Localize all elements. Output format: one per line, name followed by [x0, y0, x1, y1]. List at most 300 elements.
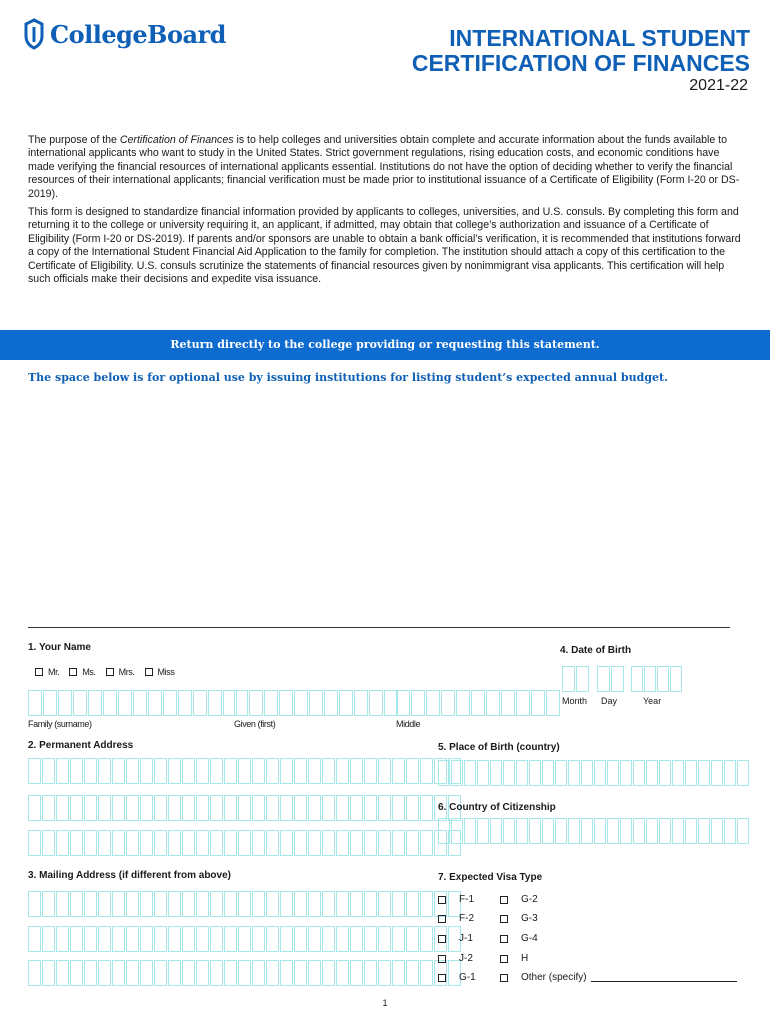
character-box[interactable] — [646, 818, 658, 844]
character-box[interactable] — [210, 830, 223, 856]
character-box[interactable] — [98, 891, 111, 917]
character-box[interactable] — [56, 795, 69, 821]
character-box[interactable] — [98, 758, 111, 784]
character-box[interactable] — [392, 891, 405, 917]
character-box[interactable] — [70, 891, 83, 917]
character-box[interactable] — [516, 690, 530, 716]
citizenship-input[interactable] — [438, 818, 750, 844]
character-box[interactable] — [581, 818, 593, 844]
character-box[interactable] — [594, 760, 606, 786]
character-box[interactable] — [350, 830, 363, 856]
character-box[interactable] — [672, 818, 684, 844]
character-box[interactable] — [594, 818, 606, 844]
character-box[interactable] — [252, 960, 265, 986]
character-box[interactable] — [456, 690, 470, 716]
character-box[interactable] — [477, 760, 489, 786]
character-box[interactable] — [350, 960, 363, 986]
visa-other-specify-line[interactable] — [591, 973, 737, 982]
character-box[interactable] — [364, 758, 377, 784]
character-box[interactable] — [43, 690, 57, 716]
character-box[interactable] — [620, 760, 632, 786]
character-box[interactable] — [308, 758, 321, 784]
checkbox-icon[interactable] — [500, 896, 508, 904]
character-box[interactable] — [420, 891, 433, 917]
character-box[interactable] — [70, 926, 83, 952]
character-box[interactable] — [196, 960, 209, 986]
character-box[interactable] — [98, 960, 111, 986]
character-box[interactable] — [42, 891, 55, 917]
character-box[interactable] — [224, 795, 237, 821]
middle-name-input[interactable] — [396, 690, 561, 716]
character-box[interactable] — [670, 666, 682, 692]
character-box[interactable] — [154, 926, 167, 952]
character-box[interactable] — [168, 926, 181, 952]
character-box[interactable] — [126, 830, 139, 856]
character-box[interactable] — [266, 830, 279, 856]
character-box[interactable] — [42, 795, 55, 821]
character-box[interactable] — [112, 758, 125, 784]
character-box[interactable] — [308, 830, 321, 856]
character-box[interactable] — [266, 891, 279, 917]
character-box[interactable] — [154, 758, 167, 784]
character-box[interactable] — [196, 891, 209, 917]
character-box[interactable] — [490, 760, 502, 786]
character-box[interactable] — [555, 818, 567, 844]
character-box[interactable] — [322, 891, 335, 917]
character-box[interactable] — [84, 891, 97, 917]
character-box[interactable] — [178, 690, 192, 716]
character-box[interactable] — [210, 758, 223, 784]
character-box[interactable] — [378, 960, 391, 986]
visa-option-g1[interactable] — [438, 972, 476, 983]
character-box[interactable] — [42, 830, 55, 856]
character-box[interactable] — [406, 960, 419, 986]
character-box[interactable] — [420, 926, 433, 952]
character-box[interactable] — [154, 960, 167, 986]
character-box[interactable] — [378, 795, 391, 821]
character-box[interactable] — [56, 830, 69, 856]
character-box[interactable] — [224, 891, 237, 917]
permanent-address-line-1[interactable] — [28, 758, 462, 784]
character-box[interactable] — [210, 926, 223, 952]
checkbox-icon[interactable] — [500, 974, 508, 982]
character-box[interactable] — [396, 690, 410, 716]
character-box[interactable] — [471, 690, 485, 716]
character-box[interactable] — [84, 758, 97, 784]
character-box[interactable] — [685, 818, 697, 844]
character-box[interactable] — [711, 818, 723, 844]
character-box[interactable] — [336, 830, 349, 856]
character-box[interactable] — [339, 690, 353, 716]
checkbox-icon[interactable] — [35, 668, 43, 676]
given-name-input[interactable] — [234, 690, 399, 716]
character-box[interactable] — [438, 818, 450, 844]
character-box[interactable] — [154, 795, 167, 821]
character-box[interactable] — [238, 795, 251, 821]
character-box[interactable] — [28, 758, 41, 784]
character-box[interactable] — [210, 960, 223, 986]
character-box[interactable] — [126, 960, 139, 986]
character-box[interactable] — [98, 830, 111, 856]
character-box[interactable] — [252, 830, 265, 856]
character-box[interactable] — [70, 795, 83, 821]
character-box[interactable] — [224, 830, 237, 856]
checkbox-icon[interactable] — [145, 668, 153, 676]
character-box[interactable] — [88, 690, 102, 716]
character-box[interactable] — [126, 891, 139, 917]
character-box[interactable] — [238, 830, 251, 856]
character-box[interactable] — [503, 760, 515, 786]
character-box[interactable] — [84, 926, 97, 952]
dob-day-input[interactable] — [597, 666, 625, 692]
character-box[interactable] — [659, 760, 671, 786]
character-box[interactable] — [238, 891, 251, 917]
character-box[interactable] — [148, 690, 162, 716]
character-box[interactable] — [406, 926, 419, 952]
character-box[interactable] — [140, 926, 153, 952]
character-box[interactable] — [672, 760, 684, 786]
character-box[interactable] — [737, 818, 749, 844]
character-box[interactable] — [451, 760, 463, 786]
character-box[interactable] — [392, 758, 405, 784]
character-box[interactable] — [698, 760, 710, 786]
character-box[interactable] — [208, 690, 222, 716]
character-box[interactable] — [644, 666, 656, 692]
character-box[interactable] — [126, 926, 139, 952]
character-box[interactable] — [529, 760, 541, 786]
character-box[interactable] — [279, 690, 293, 716]
character-box[interactable] — [112, 795, 125, 821]
character-box[interactable] — [659, 818, 671, 844]
character-box[interactable] — [529, 818, 541, 844]
character-box[interactable] — [234, 690, 248, 716]
visa-option-g2[interactable] — [500, 894, 538, 905]
character-box[interactable] — [392, 960, 405, 986]
character-box[interactable] — [224, 758, 237, 784]
character-box[interactable] — [501, 690, 515, 716]
character-box[interactable] — [426, 690, 440, 716]
character-box[interactable] — [140, 891, 153, 917]
character-box[interactable] — [420, 960, 433, 986]
checkbox-icon[interactable] — [500, 935, 508, 943]
character-box[interactable] — [308, 926, 321, 952]
character-box[interactable] — [70, 960, 83, 986]
character-box[interactable] — [42, 960, 55, 986]
character-box[interactable] — [28, 795, 41, 821]
character-box[interactable] — [597, 666, 610, 692]
character-box[interactable] — [364, 891, 377, 917]
character-box[interactable] — [324, 690, 338, 716]
character-box[interactable] — [58, 690, 72, 716]
character-box[interactable] — [546, 690, 560, 716]
mailing-address-line-3[interactable] — [28, 960, 462, 986]
character-box[interactable] — [28, 690, 42, 716]
character-box[interactable] — [28, 926, 41, 952]
character-box[interactable] — [168, 891, 181, 917]
character-box[interactable] — [168, 830, 181, 856]
character-box[interactable] — [252, 795, 265, 821]
character-box[interactable] — [350, 926, 363, 952]
character-box[interactable] — [503, 818, 515, 844]
character-box[interactable] — [56, 926, 69, 952]
character-box[interactable] — [210, 795, 223, 821]
character-box[interactable] — [182, 891, 195, 917]
visa-option-h[interactable] — [500, 953, 528, 964]
character-box[interactable] — [182, 960, 195, 986]
character-box[interactable] — [322, 795, 335, 821]
character-box[interactable] — [98, 795, 111, 821]
character-box[interactable] — [633, 760, 645, 786]
character-box[interactable] — [56, 758, 69, 784]
character-box[interactable] — [224, 926, 237, 952]
character-box[interactable] — [98, 926, 111, 952]
character-box[interactable] — [378, 758, 391, 784]
visa-option-g4[interactable] — [500, 933, 538, 944]
character-box[interactable] — [133, 690, 147, 716]
character-box[interactable] — [420, 758, 433, 784]
character-box[interactable] — [70, 830, 83, 856]
character-box[interactable] — [441, 690, 455, 716]
character-box[interactable] — [451, 818, 463, 844]
character-box[interactable] — [711, 760, 723, 786]
checkbox-icon[interactable] — [438, 935, 446, 943]
visa-option-g3[interactable] — [500, 913, 538, 924]
birthplace-input[interactable] — [438, 760, 750, 786]
visa-option-f2[interactable] — [438, 913, 474, 924]
character-box[interactable] — [477, 818, 489, 844]
character-box[interactable] — [280, 891, 293, 917]
character-box[interactable] — [611, 666, 624, 692]
character-box[interactable] — [28, 891, 41, 917]
character-box[interactable] — [350, 758, 363, 784]
character-box[interactable] — [486, 690, 500, 716]
character-box[interactable] — [280, 830, 293, 856]
character-box[interactable] — [28, 960, 41, 986]
character-box[interactable] — [406, 830, 419, 856]
character-box[interactable] — [336, 795, 349, 821]
checkbox-icon[interactable] — [500, 915, 508, 923]
checkbox-icon[interactable] — [106, 668, 114, 676]
character-box[interactable] — [562, 666, 575, 692]
character-box[interactable] — [182, 795, 195, 821]
character-box[interactable] — [336, 926, 349, 952]
character-box[interactable] — [464, 760, 476, 786]
character-box[interactable] — [378, 830, 391, 856]
character-box[interactable] — [154, 830, 167, 856]
character-box[interactable] — [724, 760, 736, 786]
character-box[interactable] — [280, 795, 293, 821]
character-box[interactable] — [464, 818, 476, 844]
character-box[interactable] — [620, 818, 632, 844]
visa-option-f1[interactable] — [438, 894, 474, 905]
character-box[interactable] — [112, 830, 125, 856]
character-box[interactable] — [322, 830, 335, 856]
character-box[interactable] — [555, 760, 567, 786]
character-box[interactable] — [322, 960, 335, 986]
character-box[interactable] — [182, 926, 195, 952]
visa-option-j1[interactable] — [438, 933, 473, 944]
checkbox-icon[interactable] — [69, 668, 77, 676]
character-box[interactable] — [737, 760, 749, 786]
character-box[interactable] — [294, 960, 307, 986]
character-box[interactable] — [126, 758, 139, 784]
character-box[interactable] — [369, 690, 383, 716]
character-box[interactable] — [264, 690, 278, 716]
character-box[interactable] — [364, 960, 377, 986]
dob-month-input[interactable] — [562, 666, 590, 692]
character-box[interactable] — [140, 758, 153, 784]
character-box[interactable] — [266, 960, 279, 986]
character-box[interactable] — [84, 795, 97, 821]
permanent-address-line-2[interactable] — [28, 795, 462, 821]
character-box[interactable] — [308, 795, 321, 821]
character-box[interactable] — [378, 891, 391, 917]
character-box[interactable] — [238, 926, 251, 952]
character-box[interactable] — [112, 960, 125, 986]
character-box[interactable] — [140, 960, 153, 986]
character-box[interactable] — [163, 690, 177, 716]
character-box[interactable] — [411, 690, 425, 716]
character-box[interactable] — [576, 666, 589, 692]
character-box[interactable] — [210, 891, 223, 917]
character-box[interactable] — [406, 891, 419, 917]
character-box[interactable] — [140, 830, 153, 856]
character-box[interactable] — [336, 960, 349, 986]
character-box[interactable] — [392, 830, 405, 856]
character-box[interactable] — [280, 926, 293, 952]
character-box[interactable] — [392, 795, 405, 821]
character-box[interactable] — [646, 760, 658, 786]
character-box[interactable] — [354, 690, 368, 716]
character-box[interactable] — [378, 926, 391, 952]
visa-option-other[interactable] — [500, 972, 737, 983]
dob-year-input[interactable] — [631, 666, 683, 692]
character-box[interactable] — [42, 926, 55, 952]
character-box[interactable] — [252, 891, 265, 917]
character-box[interactable] — [294, 690, 308, 716]
mailing-address-line-1[interactable] — [28, 891, 462, 917]
character-box[interactable] — [56, 960, 69, 986]
character-box[interactable] — [224, 960, 237, 986]
character-box[interactable] — [266, 926, 279, 952]
character-box[interactable] — [84, 830, 97, 856]
character-box[interactable] — [364, 926, 377, 952]
character-box[interactable] — [364, 795, 377, 821]
family-name-input[interactable] — [28, 690, 238, 716]
character-box[interactable] — [336, 891, 349, 917]
character-box[interactable] — [516, 818, 528, 844]
character-box[interactable] — [392, 926, 405, 952]
character-box[interactable] — [112, 891, 125, 917]
character-box[interactable] — [438, 760, 450, 786]
character-box[interactable] — [154, 891, 167, 917]
character-box[interactable] — [294, 758, 307, 784]
character-box[interactable] — [568, 760, 580, 786]
character-box[interactable] — [294, 926, 307, 952]
character-box[interactable] — [73, 690, 87, 716]
character-box[interactable] — [238, 960, 251, 986]
character-box[interactable] — [542, 818, 554, 844]
character-box[interactable] — [420, 795, 433, 821]
character-box[interactable] — [336, 758, 349, 784]
character-box[interactable] — [182, 758, 195, 784]
character-box[interactable] — [28, 830, 41, 856]
character-box[interactable] — [309, 690, 323, 716]
character-box[interactable] — [350, 795, 363, 821]
character-box[interactable] — [631, 666, 643, 692]
character-box[interactable] — [196, 830, 209, 856]
character-box[interactable] — [118, 690, 132, 716]
character-box[interactable] — [490, 818, 502, 844]
character-box[interactable] — [633, 818, 645, 844]
checkbox-icon[interactable] — [438, 896, 446, 904]
character-box[interactable] — [238, 758, 251, 784]
character-box[interactable] — [308, 891, 321, 917]
character-box[interactable] — [607, 760, 619, 786]
character-box[interactable] — [568, 818, 580, 844]
character-box[interactable] — [126, 795, 139, 821]
visa-option-j2[interactable] — [438, 953, 473, 964]
character-box[interactable] — [182, 830, 195, 856]
character-box[interactable] — [685, 760, 697, 786]
character-box[interactable] — [420, 830, 433, 856]
character-box[interactable] — [193, 690, 207, 716]
character-box[interactable] — [84, 960, 97, 986]
character-box[interactable] — [322, 926, 335, 952]
character-box[interactable] — [252, 758, 265, 784]
character-box[interactable] — [103, 690, 117, 716]
character-box[interactable] — [542, 760, 554, 786]
character-box[interactable] — [196, 758, 209, 784]
character-box[interactable] — [308, 960, 321, 986]
character-box[interactable] — [581, 760, 593, 786]
permanent-address-line-3[interactable] — [28, 830, 462, 856]
character-box[interactable] — [531, 690, 545, 716]
character-box[interactable] — [294, 891, 307, 917]
character-box[interactable] — [698, 818, 710, 844]
character-box[interactable] — [42, 758, 55, 784]
character-box[interactable] — [406, 758, 419, 784]
character-box[interactable] — [196, 795, 209, 821]
character-box[interactable] — [196, 926, 209, 952]
checkbox-icon[interactable] — [438, 915, 446, 923]
character-box[interactable] — [657, 666, 669, 692]
character-box[interactable] — [406, 795, 419, 821]
checkbox-icon[interactable] — [500, 955, 508, 963]
character-box[interactable] — [266, 758, 279, 784]
character-box[interactable] — [607, 818, 619, 844]
character-box[interactable] — [280, 758, 293, 784]
checkbox-icon[interactable] — [438, 955, 446, 963]
character-box[interactable] — [280, 960, 293, 986]
character-box[interactable] — [168, 795, 181, 821]
character-box[interactable] — [322, 758, 335, 784]
character-box[interactable] — [724, 818, 736, 844]
character-box[interactable] — [112, 926, 125, 952]
character-box[interactable] — [252, 926, 265, 952]
character-box[interactable] — [168, 960, 181, 986]
character-box[interactable] — [266, 795, 279, 821]
character-box[interactable] — [350, 891, 363, 917]
character-box[interactable] — [294, 830, 307, 856]
character-box[interactable] — [249, 690, 263, 716]
character-box[interactable] — [294, 795, 307, 821]
mailing-address-line-2[interactable] — [28, 926, 462, 952]
character-box[interactable] — [56, 891, 69, 917]
character-box[interactable] — [140, 795, 153, 821]
checkbox-icon[interactable] — [438, 974, 446, 982]
character-box[interactable] — [70, 758, 83, 784]
